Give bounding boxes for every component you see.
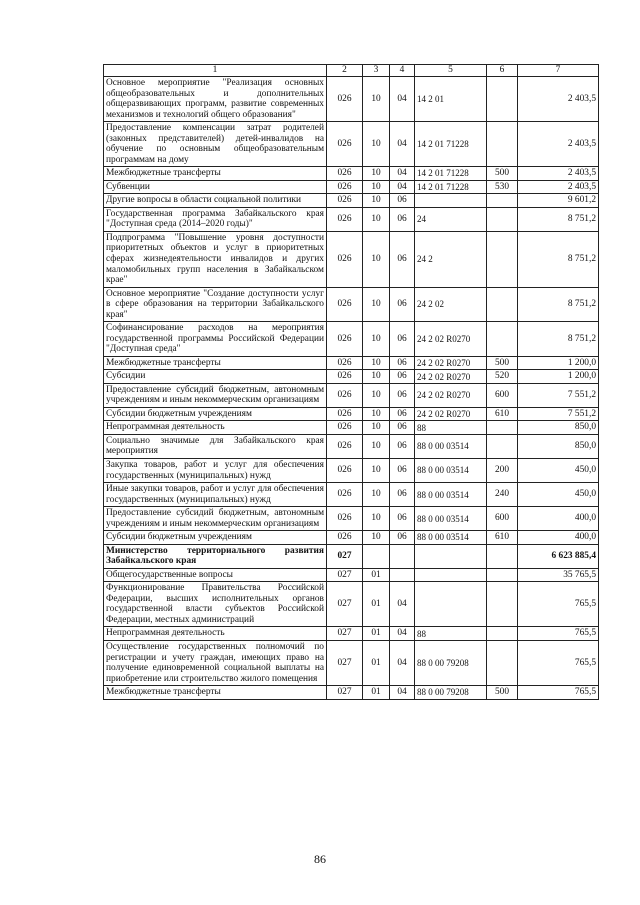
subsection-code-cell: 06 bbox=[390, 287, 415, 322]
table-row bbox=[104, 180, 599, 194]
row-name-cell: Социально значимые для Забайкальского края мероприятия bbox=[104, 434, 327, 458]
target-article-cell: 14 2 01 bbox=[415, 77, 487, 122]
ministry-code-cell: 026 bbox=[327, 459, 363, 483]
ministry-code-cell: 026 bbox=[327, 322, 363, 357]
table-row bbox=[104, 421, 599, 435]
page-number: 86 bbox=[314, 852, 326, 866]
section-code-cell: 01 bbox=[363, 582, 390, 627]
table-header-row bbox=[104, 65, 599, 77]
section-code-cell: 10 bbox=[363, 287, 390, 322]
section-code-cell: 10 bbox=[363, 370, 390, 384]
ministry-code-cell: 026 bbox=[327, 370, 363, 384]
table-row bbox=[104, 459, 599, 483]
section-code-cell: 01 bbox=[363, 640, 390, 685]
expense-type-cell: 600 bbox=[487, 383, 518, 407]
section-code-cell: 10 bbox=[363, 407, 390, 421]
amount-cell: 1 200,0 bbox=[518, 356, 599, 370]
ministry-code-cell: 027 bbox=[327, 544, 363, 568]
ministry-code-cell: 026 bbox=[327, 207, 363, 231]
table-row bbox=[104, 568, 599, 582]
section-code-cell: 10 bbox=[363, 459, 390, 483]
target-article-cell: 14 2 01 71228 bbox=[415, 122, 487, 167]
expense-type-cell bbox=[487, 207, 518, 231]
ministry-code-cell: 026 bbox=[327, 421, 363, 435]
row-name-cell: Межбюджетные трансферты bbox=[104, 167, 327, 181]
target-article-cell: 24 2 02 bbox=[415, 287, 487, 322]
subsection-code-cell: 06 bbox=[390, 459, 415, 483]
amount-cell: 35 765,5 bbox=[518, 568, 599, 582]
section-code-cell: 10 bbox=[363, 322, 390, 357]
expense-type-cell: 240 bbox=[487, 483, 518, 507]
target-article-cell: 88 0 00 79208 bbox=[415, 686, 487, 700]
amount-cell: 765,5 bbox=[518, 686, 599, 700]
section-code-cell: 10 bbox=[363, 531, 390, 545]
ministry-code-cell: 026 bbox=[327, 434, 363, 458]
section-code-cell: 10 bbox=[363, 194, 390, 208]
target-article-cell: 88 bbox=[415, 421, 487, 435]
row-name-cell: Функционирование Правительства Российской Федерации, высших исполнительных органов государственной власти субъектов Российской Федерации, местных администраций bbox=[104, 582, 327, 627]
section-code-cell: 10 bbox=[363, 434, 390, 458]
expense-type-cell bbox=[487, 77, 518, 122]
section-code-cell: 10 bbox=[363, 356, 390, 370]
target-article-cell bbox=[415, 582, 487, 627]
subsection-code-cell: 06 bbox=[390, 434, 415, 458]
expense-type-cell bbox=[487, 582, 518, 627]
target-article-cell: 24 2 02 R0270 bbox=[415, 322, 487, 357]
ministry-code-cell: 027 bbox=[327, 640, 363, 685]
row-name-cell: Межбюджетные трансферты bbox=[104, 356, 327, 370]
amount-cell: 400,0 bbox=[518, 507, 599, 531]
row-name-cell: Осуществление государственных полномочий по регистрации и учету граждан, имеющих право на получение единовременной социальной выплаты на приобретение или строительство жилого помещения bbox=[104, 640, 327, 685]
target-article-cell: 24 bbox=[415, 207, 487, 231]
table-row bbox=[104, 122, 599, 167]
table-row bbox=[104, 544, 599, 568]
row-name-cell: Закупка товаров, работ и услуг для обеспечения государственных (муниципальных) нужд bbox=[104, 459, 327, 483]
amount-cell: 8 751,2 bbox=[518, 322, 599, 357]
amount-cell: 2 403,5 bbox=[518, 180, 599, 194]
ministry-code-cell: 026 bbox=[327, 483, 363, 507]
row-name-cell: Иные закупки товаров, работ и услуг для обеспечения государственных (муниципальных) нужд bbox=[104, 483, 327, 507]
amount-cell: 8 751,2 bbox=[518, 207, 599, 231]
table-row bbox=[104, 640, 599, 685]
table-row bbox=[104, 207, 599, 231]
target-article-cell: 24 2 bbox=[415, 231, 487, 287]
expense-type-cell: 610 bbox=[487, 407, 518, 421]
table-row bbox=[104, 287, 599, 322]
target-article-cell: 14 2 01 71228 bbox=[415, 167, 487, 181]
target-article-cell: 14 2 01 71228 bbox=[415, 180, 487, 194]
table-row bbox=[104, 531, 599, 545]
section-code-cell bbox=[363, 544, 390, 568]
table-row bbox=[104, 231, 599, 287]
target-article-cell: 88 0 00 03514 bbox=[415, 507, 487, 531]
subsection-code-cell: 04 bbox=[390, 77, 415, 122]
section-code-cell: 10 bbox=[363, 77, 390, 122]
target-article-cell: 24 2 02 R0270 bbox=[415, 370, 487, 384]
subsection-code-cell bbox=[390, 568, 415, 582]
table-row bbox=[104, 77, 599, 122]
target-article-cell: 88 0 00 03514 bbox=[415, 434, 487, 458]
subsection-code-cell: 04 bbox=[390, 122, 415, 167]
subsection-code-cell: 04 bbox=[390, 582, 415, 627]
table-row bbox=[104, 434, 599, 458]
target-article-cell: 24 2 02 R0270 bbox=[415, 383, 487, 407]
row-name-cell: Основное мероприятие "Создание доступности услуг в сфере образования на территории Забайкальского края" bbox=[104, 287, 327, 322]
section-code-cell: 01 bbox=[363, 568, 390, 582]
table-row bbox=[104, 627, 599, 641]
amount-cell: 400,0 bbox=[518, 531, 599, 545]
expense-type-cell: 500 bbox=[487, 356, 518, 370]
row-name-cell: Софинансирование расходов на мероприятия государственной программы Российской Федерации "Доступная среда" bbox=[104, 322, 327, 357]
row-name-cell: Непрограммная деятельность bbox=[104, 421, 327, 435]
section-code-cell: 10 bbox=[363, 207, 390, 231]
table-row bbox=[104, 407, 599, 421]
row-name-cell: Межбюджетные трансферты bbox=[104, 686, 327, 700]
ministry-code-cell: 026 bbox=[327, 231, 363, 287]
table-row bbox=[104, 370, 599, 384]
header-cell: 2 bbox=[327, 65, 363, 77]
expense-type-cell bbox=[487, 421, 518, 435]
section-code-cell: 10 bbox=[363, 122, 390, 167]
ministry-code-cell: 026 bbox=[327, 356, 363, 370]
section-code-cell: 01 bbox=[363, 627, 390, 641]
amount-cell: 850,0 bbox=[518, 434, 599, 458]
target-article-cell: 88 0 00 03514 bbox=[415, 531, 487, 545]
amount-cell: 450,0 bbox=[518, 483, 599, 507]
row-name-cell: Субсидии бюджетным учреждениям bbox=[104, 407, 327, 421]
ministry-code-cell: 027 bbox=[327, 582, 363, 627]
row-name-cell: Непрограммная деятельность bbox=[104, 627, 327, 641]
header-cell: 7 bbox=[518, 65, 599, 77]
expense-type-cell bbox=[487, 194, 518, 208]
ministry-code-cell: 026 bbox=[327, 287, 363, 322]
section-code-cell: 10 bbox=[363, 507, 390, 531]
expense-type-cell bbox=[487, 231, 518, 287]
row-name-cell: Предоставление субсидий бюджетным, автономным учреждениям и иным некоммерческим организациям bbox=[104, 383, 327, 407]
ministry-code-cell: 027 bbox=[327, 568, 363, 582]
amount-cell: 7 551,2 bbox=[518, 407, 599, 421]
target-article-cell: 24 2 02 R0270 bbox=[415, 356, 487, 370]
amount-cell: 850,0 bbox=[518, 421, 599, 435]
amount-cell: 8 751,2 bbox=[518, 287, 599, 322]
subsection-code-cell: 04 bbox=[390, 627, 415, 641]
table-row bbox=[104, 383, 599, 407]
header-cell: 5 bbox=[415, 65, 487, 77]
header-cell: 1 bbox=[104, 65, 327, 77]
table-row bbox=[104, 686, 599, 700]
row-name-cell: Субсидии бюджетным учреждениям bbox=[104, 531, 327, 545]
ministry-code-cell: 026 bbox=[327, 122, 363, 167]
table-row bbox=[104, 322, 599, 357]
expense-type-cell bbox=[487, 434, 518, 458]
target-article-cell bbox=[415, 568, 487, 582]
row-name-cell: Другие вопросы в области социальной политики bbox=[104, 194, 327, 208]
row-name-cell: Подпрограмма "Повышение уровня доступности приоритетных объектов и услуг в приоритетных сферах жизнедеятельности инвалидов и других маломобильных групп населения в Забайкальском крае" bbox=[104, 231, 327, 287]
subsection-code-cell: 06 bbox=[390, 322, 415, 357]
expense-type-cell bbox=[487, 640, 518, 685]
table-row bbox=[104, 194, 599, 208]
amount-cell: 765,5 bbox=[518, 640, 599, 685]
subsection-code-cell: 06 bbox=[390, 507, 415, 531]
amount-cell: 2 403,5 bbox=[518, 167, 599, 181]
amount-cell: 8 751,2 bbox=[518, 231, 599, 287]
section-code-cell: 10 bbox=[363, 231, 390, 287]
expense-type-cell: 600 bbox=[487, 507, 518, 531]
row-name-cell: Государственная программа Забайкальского края "Доступная среда (2014–2020 годы)" bbox=[104, 207, 327, 231]
subsection-code-cell: 06 bbox=[390, 421, 415, 435]
header-cell: 3 bbox=[363, 65, 390, 77]
target-article-cell: 88 0 00 79208 bbox=[415, 640, 487, 685]
amount-cell: 6 623 885,4 bbox=[518, 544, 599, 568]
expense-type-cell bbox=[487, 627, 518, 641]
subsection-code-cell: 04 bbox=[390, 167, 415, 181]
subsection-code-cell: 06 bbox=[390, 531, 415, 545]
row-name-cell: Общегосударственные вопросы bbox=[104, 568, 327, 582]
budget-table bbox=[103, 64, 599, 700]
row-name-cell: Субвенции bbox=[104, 180, 327, 194]
row-name-cell: Субсидии bbox=[104, 370, 327, 384]
amount-cell: 9 601,2 bbox=[518, 194, 599, 208]
amount-cell: 1 200,0 bbox=[518, 370, 599, 384]
amount-cell: 2 403,5 bbox=[518, 122, 599, 167]
subsection-code-cell: 06 bbox=[390, 231, 415, 287]
amount-cell: 450,0 bbox=[518, 459, 599, 483]
table-row bbox=[104, 582, 599, 627]
subsection-code-cell: 06 bbox=[390, 483, 415, 507]
section-code-cell: 01 bbox=[363, 686, 390, 700]
amount-cell: 765,5 bbox=[518, 582, 599, 627]
target-article-cell bbox=[415, 194, 487, 208]
subsection-code-cell: 06 bbox=[390, 383, 415, 407]
ministry-code-cell: 026 bbox=[327, 383, 363, 407]
ministry-code-cell: 026 bbox=[327, 167, 363, 181]
ministry-code-cell: 026 bbox=[327, 77, 363, 122]
subsection-code-cell: 04 bbox=[390, 180, 415, 194]
subsection-code-cell: 04 bbox=[390, 640, 415, 685]
subsection-code-cell: 06 bbox=[390, 356, 415, 370]
expense-type-cell bbox=[487, 544, 518, 568]
target-article-cell bbox=[415, 544, 487, 568]
row-name-cell: Министерство территориального развития Забайкальского края bbox=[104, 544, 327, 568]
ministry-code-cell: 026 bbox=[327, 180, 363, 194]
ministry-code-cell: 026 bbox=[327, 194, 363, 208]
subsection-code-cell: 06 bbox=[390, 207, 415, 231]
section-code-cell: 10 bbox=[363, 180, 390, 194]
table-row bbox=[104, 356, 599, 370]
subsection-code-cell: 06 bbox=[390, 370, 415, 384]
expense-type-cell bbox=[487, 322, 518, 357]
section-code-cell: 10 bbox=[363, 483, 390, 507]
amount-cell: 7 551,2 bbox=[518, 383, 599, 407]
expense-type-cell: 500 bbox=[487, 167, 518, 181]
ministry-code-cell: 026 bbox=[327, 531, 363, 545]
subsection-code-cell bbox=[390, 544, 415, 568]
table-row bbox=[104, 507, 599, 531]
ministry-code-cell: 027 bbox=[327, 627, 363, 641]
target-article-cell: 24 2 02 R0270 bbox=[415, 407, 487, 421]
table-row bbox=[104, 167, 599, 181]
section-code-cell: 10 bbox=[363, 167, 390, 181]
expense-type-cell bbox=[487, 287, 518, 322]
target-article-cell: 88 0 00 03514 bbox=[415, 483, 487, 507]
subsection-code-cell: 04 bbox=[390, 686, 415, 700]
subsection-code-cell: 06 bbox=[390, 407, 415, 421]
subsection-code-cell: 06 bbox=[390, 194, 415, 208]
expense-type-cell: 500 bbox=[487, 686, 518, 700]
row-name-cell: Предоставление компенсации затрат родителей (законных представителей) детей-инвалидов на обучение по основным общеобразовательным программам на дому bbox=[104, 122, 327, 167]
table-body bbox=[104, 65, 599, 700]
header-cell: 4 bbox=[390, 65, 415, 77]
expense-type-cell bbox=[487, 122, 518, 167]
expense-type-cell: 530 bbox=[487, 180, 518, 194]
target-article-cell: 88 0 00 03514 bbox=[415, 459, 487, 483]
expense-type-cell bbox=[487, 568, 518, 582]
expense-type-cell: 520 bbox=[487, 370, 518, 384]
header-cell: 6 bbox=[487, 65, 518, 77]
section-code-cell: 10 bbox=[363, 421, 390, 435]
target-article-cell: 88 bbox=[415, 627, 487, 641]
table-row bbox=[104, 483, 599, 507]
expense-type-cell: 610 bbox=[487, 531, 518, 545]
ministry-code-cell: 026 bbox=[327, 407, 363, 421]
section-code-cell: 10 bbox=[363, 383, 390, 407]
amount-cell: 765,5 bbox=[518, 627, 599, 641]
expense-type-cell: 200 bbox=[487, 459, 518, 483]
ministry-code-cell: 027 bbox=[327, 686, 363, 700]
row-name-cell: Основное мероприятие "Реализация основных общеобразовательных и дополнительных общеразвивающих программ, развитие современных механизмов и технологий общего образования" bbox=[104, 77, 327, 122]
amount-cell: 2 403,5 bbox=[518, 77, 599, 122]
ministry-code-cell: 026 bbox=[327, 507, 363, 531]
row-name-cell: Предоставление субсидий бюджетным, автономным учреждениям и иным некоммерческим организациям bbox=[104, 507, 327, 531]
